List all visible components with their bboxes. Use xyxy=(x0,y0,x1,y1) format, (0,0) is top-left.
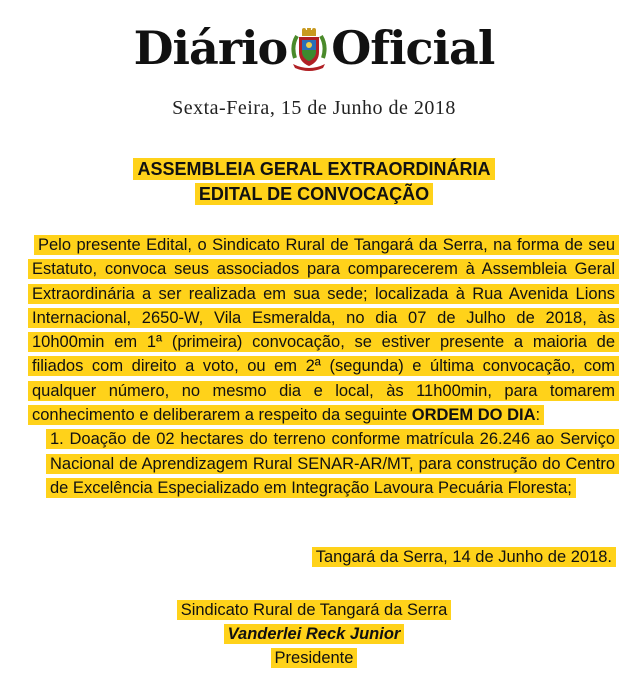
main-paragraph xyxy=(28,235,619,425)
closing-place-date xyxy=(312,548,616,567)
agenda-item: 1. Doação de 02 hectares do terreno conforme matrícula 26.246 ao Serviço Nacional de Aprendizagem Rural SENAR-AR/MT, para construção do Centro de Excelência Especializado em Integração Lavoura Pecuária Floresta; xyxy=(46,429,619,498)
masthead-word-oficial: Oficial xyxy=(331,21,495,75)
masthead-word-diario: Diário xyxy=(133,21,288,75)
signature-organization: Sindicato Rural de Tangará da Serra xyxy=(177,600,452,620)
agenda-colon: : xyxy=(535,406,541,425)
publication-date: Sexta-Feira, 15 de Junho de 2018 xyxy=(172,97,456,119)
signature-block xyxy=(0,598,628,670)
closing-text: Tangará da Serra, 14 de Junho de 2018. xyxy=(312,547,616,567)
signature-name: Vanderlei Reck Junior xyxy=(224,624,405,644)
signature-role: Presidente xyxy=(271,648,358,668)
main-paragraph-text: Pelo presente Edital, o Sindicato Rural de Tangará da Serra, na forma de seu Estatuto, convoca seus associados para comparecerem à Assembleia Geral Extraordinária a ser realizada em sua sede; localizada à Rua Avenida Lions Internacional, 2650-W, Vila Esmeralda, no dia 07 de Julho de 2018, às 10h00min em 1ª (primeira) convocação, se estiver presente a maioria de filiados com direito a voto, ou em 2ª (segunda) e última convocação, com qualquer número, no mesmo dia e local, às 11h00min, para tomarem conhecimento e deliberarem a respeito da seguinte xyxy=(32,236,615,425)
coat-of-arms-icon xyxy=(289,26,329,70)
masthead xyxy=(0,18,628,78)
agenda-label: ORDEM DO DIA xyxy=(411,406,536,425)
notice-titles xyxy=(0,157,628,207)
notice-title: ASSEMBLEIA GERAL EXTRAORDINÁRIA xyxy=(133,158,494,180)
notice-subtitle: EDITAL DE CONVOCAÇÃO xyxy=(195,183,433,205)
notice-body xyxy=(28,233,619,500)
